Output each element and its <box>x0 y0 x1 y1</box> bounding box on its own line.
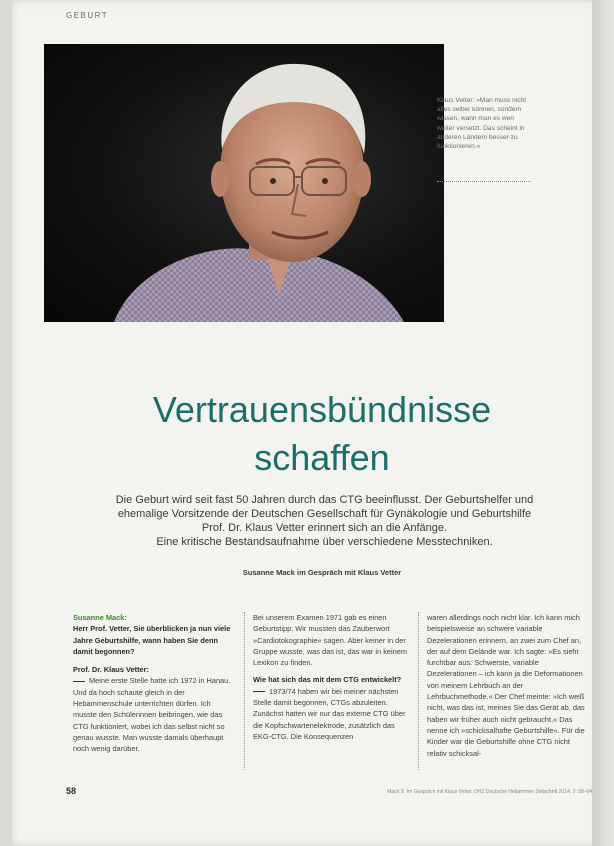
citation-footer: Mack S. Im Gespräch mit Klaus Vetter. DHZ Deutsche Hebammen Zeitschrift 2014; 2: 58–64 <box>387 789 592 795</box>
page-number: 58 <box>66 786 77 796</box>
body-column-3 <box>427 612 585 759</box>
magazine-page <box>12 0 604 846</box>
headline-line-2: schaffen <box>254 437 390 479</box>
lead-line: Die Geburt wird seit fast 50 Jahren durch das CTG beeinflusst. Der Geburtshelfer und <box>115 494 534 506</box>
portrait-photo <box>44 44 444 322</box>
lead-line: ehemalige Vorsitzende der Deutschen Gesellschaft für Gynäkologie und Geburtshilfe <box>117 508 532 520</box>
body-column-1 <box>73 612 231 755</box>
section-label: GEBURT <box>66 11 109 20</box>
page-binding-edge <box>592 0 614 846</box>
interviewer-name: Susanne Mack: <box>73 613 127 622</box>
interview-answer <box>253 686 411 742</box>
body-text: waren allerdings noch nicht klar. Ich kann mich beispielsweise an schwere variable Dezelerationen erinnern, an zwei zum Chef an, der auf dem Gelände war. Ich sagte: »Es sieht furchtbar aus: Schwerste, variable Dezelerationen – ich kann ja die Deformationen von meinem Lehrbuch an der Lehrbuchmethode.« Der Chef meinte: »Ich weiß nicht, was das ist, meines Sie das Gerät ab, das haben wir früher auch nicht gebraucht.« Das nenne ich »schicksalhafte Geburtshilfe«. Für die Kinder war die Geburtshilfe ohne CTG nicht relativ schicksal- <box>427 613 585 758</box>
interviewee-name: Prof. Dr. Klaus Vetter: <box>73 665 149 675</box>
column-divider <box>418 612 419 770</box>
photo-caption: Klaus Vetter: »Man muss nicht alles selber können, sondern wissen, wann man es wen weiter versetzt. Das scheint in anderen Ländern besser zu funktionieren.« <box>437 97 527 151</box>
lead-line: Eine kritische Bestandsaufnahme über verschiedene Messtechniken. <box>156 536 493 548</box>
answer-dash-icon <box>253 691 265 692</box>
answer-text: 1973/74 haben wir bei meiner nächsten Stelle damit begonnen, CTGs abzuleiten. Zunächst hatten wir nur das externe CTG über die Kopfschwartenelektrode, zusätzlich das EKG-CTG. Die Konsequenzen <box>253 686 406 741</box>
lead-paragraph <box>82 493 567 549</box>
body-column-2 <box>253 612 411 742</box>
caption-divider <box>437 181 531 182</box>
answer-dash-icon <box>73 681 85 682</box>
interview-question: Herr Prof. Vetter, Sie überblicken ja nun viele Jahre Geburtshilfe, wann haben Sie denn damit begonnen? <box>73 624 231 656</box>
portrait-illustration <box>44 44 444 322</box>
column-divider <box>244 612 245 770</box>
article-headline <box>52 386 592 482</box>
lead-line: Prof. Dr. Klaus Vetter erinnert sich an die Anfänge. <box>201 522 448 534</box>
interview-answer <box>73 675 231 754</box>
headline-line-1: Vertrauensbündnisse <box>152 389 492 431</box>
answer-continuation: Bei unserem Examen 1971 gab es einen Geburtstipp: Wir mussten das Zauberwort »Cardiotokographie« sagen. Aber keiner in der Gruppe wusste, was das ist, das war in keinem Lexikon zu finden. <box>253 613 408 668</box>
interview-question: Wie hat sich das mit dem CTG entwickelt? <box>253 675 402 685</box>
answer-text: Meine erste Stelle hatte ich 1972 in Hanau. Und da hoch schaute gleich in der Hebammenschule unterrichten dürfen. Ich musste den Schülerinnen beibringen, wie das CTG funktioniert, wobei ich das selbst nicht so genau wusste. Man wusste damals überhaupt noch wenig darüber. <box>73 676 231 754</box>
byline: Susanne Mack im Gespräch mit Klaus Vetter <box>242 568 402 577</box>
